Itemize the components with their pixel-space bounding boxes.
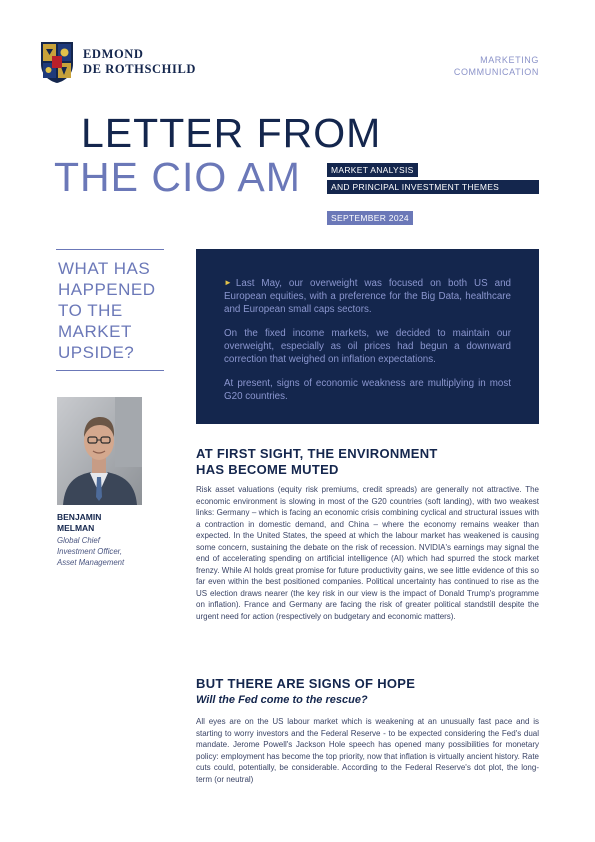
date-badge: SEPTEMBER 2024	[327, 211, 413, 225]
author-role-line-3: Asset Management	[57, 558, 125, 567]
author-photo	[57, 397, 142, 505]
summary-paragraph-3: At present, signs of economic weakness are multiplying in most G20 countries.	[224, 378, 511, 402]
section-body-fed: All eyes are on the US labour market which is weakening at an unusually fast pace and is starting to worry investors and the Federal Reserve - to be expected considering the Fed's dual mandate. Jerome Powell's Jackson Hole speech has opened many possibilities for monetary policy: employment has become the top priority, now that inflation is virtually ancient history. Rate cuts could, potentially, be considerable. According to the Federal Reserve's dot plot, the long-term (or neutral)	[196, 717, 539, 784]
page-title-line-2: THE CIO AM	[54, 154, 301, 200]
author-role-line-1: Global Chief	[57, 536, 100, 545]
summary-paragraph-2: On the fixed income markets, we decided to maintain our overweight, especially as oil prices had begun a downward correction that weighed on inflation expectations.	[224, 328, 511, 365]
marketing-label	[454, 54, 539, 78]
section-subheading-fed: Will the Fed come to the rescue?	[196, 694, 368, 706]
arrow-right-icon: ►	[224, 278, 232, 287]
author-name	[57, 512, 101, 534]
brand-name	[83, 47, 196, 77]
summary-box	[196, 249, 539, 424]
topic-tag-market-analysis: MARKET ANALYSIS	[327, 163, 418, 177]
sidebar-question: WHAT HAS HAPPENED TO THE MARKET UPSIDE?	[58, 259, 156, 362]
author-role	[57, 535, 157, 568]
brand-line-1: EDMOND	[83, 47, 144, 61]
author-portrait-image	[57, 397, 142, 505]
author-last-name: MELMAN	[57, 523, 95, 533]
section-heading-hope: BUT THERE ARE SIGNS OF HOPE	[196, 676, 416, 691]
page-title-line-1: LETTER FROM	[81, 110, 382, 156]
topic-tag-investment-themes: AND PRINCIPAL INVESTMENT THEMES	[327, 180, 539, 194]
section-body-environment: Risk asset valuations (equity risk premiums, credit spreads) are generally not attractive. The economic environment is slowing in most of the G20 countries (soft landing), with two weakest links: Germany – which is facing an economic crisis combining cyclical and structural issues with a contraction in domestic demand, and China – where the economy remains weaker than expected. In the United States, the speed at which the labour market has weakened is causing some concern, sustaining the debate on the risk of recession. NVIDIA's earnings may signal the end of accelerating spending on artificial intelligence (AI) which had spurred the stock market frenzy. While AI holds great promise for future productivity gains, we see little evidence of this so far even within the best positioned companies. Political uncertainty has continued to rise as the US election draws nearer (the key risk in our view is the impact of Donald Trump's programme on inflation). France and Germany are facing the risk of greater political standstill despite the urgent need for action (respectively on budgetary and economic matters).	[196, 485, 539, 621]
summary-paragraph-1	[224, 276, 511, 316]
sidebar-divider-bottom	[56, 370, 164, 371]
sidebar-divider-top	[56, 249, 164, 250]
marketing-line-2: COMMUNICATION	[453, 67, 539, 77]
author-first-name: BENJAMIN	[57, 512, 102, 522]
brand-line-2: DE ROTHSCHILD	[83, 62, 197, 76]
author-role-line-2: Investment Officer,	[57, 547, 122, 556]
marketing-line-1: MARKETING	[480, 55, 539, 65]
coat-of-arms-icon	[39, 40, 75, 84]
section-heading-line-2: HAS BECOME MUTED	[196, 462, 339, 477]
brand-logo	[39, 40, 196, 84]
section-heading-environment	[196, 446, 539, 478]
section-heading-line-1: AT FIRST SIGHT, THE ENVIRONMENT	[196, 446, 438, 461]
summary-text-1: Last May, our overweight was focused on both US and European equities, with a preference for the Big Data, healthcare and European small caps sectors.	[224, 278, 511, 315]
